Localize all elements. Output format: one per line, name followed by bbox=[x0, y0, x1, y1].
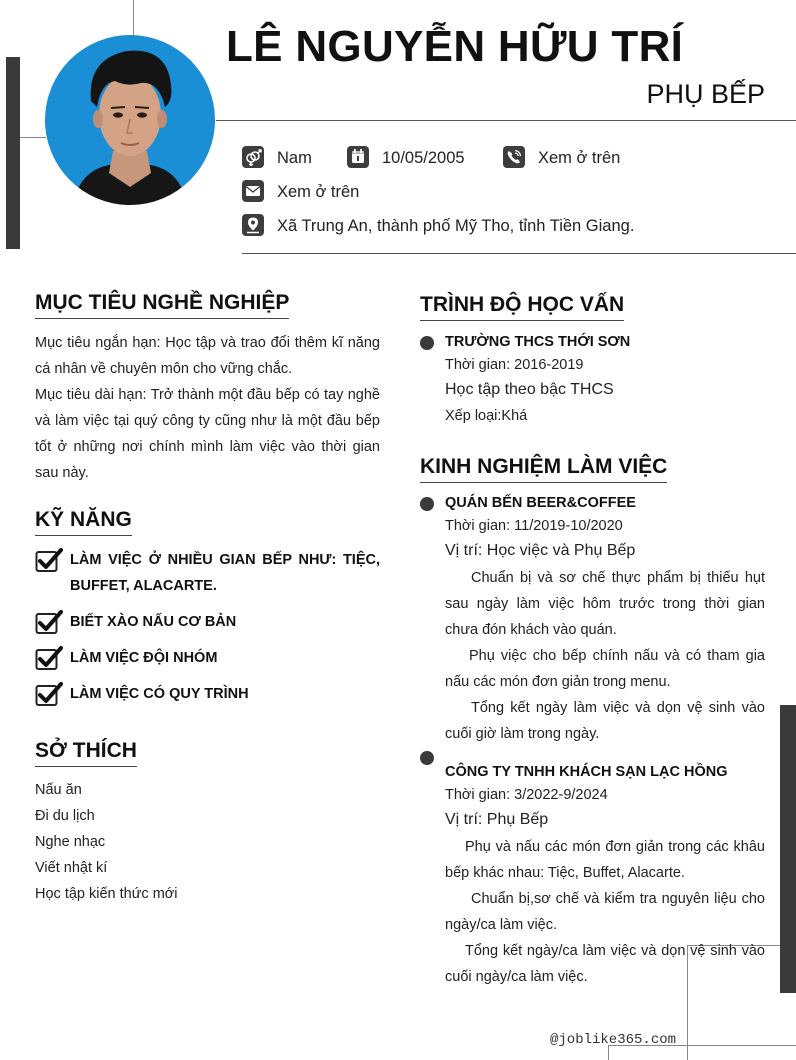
check-icon bbox=[35, 609, 63, 635]
job-position: Vị trí: Học việc và Phụ Bếp bbox=[445, 542, 636, 559]
skill-item: LÀM VIỆC ĐỘI NHÓM bbox=[70, 650, 218, 666]
job-duty: Tổng kết ngày/ca làm việc và dọn vệ sinh vào cuối ngày/ca làm việc. bbox=[445, 943, 765, 985]
check-icon bbox=[35, 645, 63, 671]
hobby-item: Học tập kiến thức mới bbox=[35, 886, 178, 902]
job-duty: Phụ việc cho bếp chính nấu và có tham gia nấu các món đơn giản trong menu. bbox=[445, 648, 765, 690]
job-duty: Chuẩn bị và sơ chế thực phẩm bị thiếu hụt sau ngày làm việc hôm trước trong thời gian chưa đón khách vào quán. bbox=[445, 570, 765, 638]
hobby-item: Nghe nhạc bbox=[35, 834, 106, 850]
school-name: TRƯỜNG THCS THỚI SƠN bbox=[445, 334, 631, 350]
right-accent-bar bbox=[780, 705, 796, 993]
hobby-item: Viết nhật kí bbox=[35, 860, 108, 876]
bullet-dot bbox=[420, 497, 434, 511]
check-icon bbox=[35, 681, 63, 707]
header-divider-top bbox=[216, 120, 796, 121]
job-position: Vị trí: Phụ Bếp bbox=[445, 811, 549, 828]
skill-item: LÀM VIỆC Ở NHIỀU GIAN BẾP NHƯ: TIỆC, BUFFET, ALACARTE. bbox=[70, 552, 380, 594]
company-name: CÔNG TY TNHH KHÁCH SẠN LẠC HỒNG bbox=[445, 764, 728, 780]
skills-title: KỸ NĂNG bbox=[35, 508, 132, 536]
profile-photo bbox=[45, 35, 215, 205]
education-title: TRÌNH ĐỘ HỌC VẤN bbox=[420, 293, 624, 321]
email-text: Xem ở trên bbox=[277, 183, 360, 201]
education-time: Thời gian: 2016-2019 bbox=[445, 357, 584, 373]
job-duty: Tổng kết ngày làm việc và dọn vệ sinh vào cuối giờ làm trong ngày. bbox=[445, 700, 765, 742]
email-icon bbox=[242, 180, 264, 202]
objective-long-term: Mục tiêu dài hạn: Trở thành một đầu bếp có tay nghề và làm việc tại quý công ty cũng như là một đầu bếp tốt ở những nơi chính mình làm việc vào thời gian sau này. bbox=[35, 387, 380, 481]
address-text: Xã Trung An, thành phố Mỹ Tho, tỉnh Tiền Giang. bbox=[277, 217, 635, 235]
job-time: Thời gian: 11/2019-10/2020 bbox=[445, 518, 623, 534]
objective-short-term: Mục tiêu ngắn hạn: Học tập và trao đổi thêm kĩ năng cá nhân về chuyên môn cho vững chắc. bbox=[35, 335, 380, 377]
calendar-icon bbox=[347, 146, 369, 168]
left-connector-line bbox=[20, 137, 46, 138]
education-detail: Học tập theo bậc THCS bbox=[445, 381, 614, 398]
check-icon bbox=[35, 547, 63, 573]
footer-watermark: @joblike365.com bbox=[550, 1032, 677, 1048]
candidate-name: LÊ NGUYỄN HỮU TRÍ bbox=[226, 22, 684, 71]
company-name: QUÁN BẾN BEER&COFFEE bbox=[445, 495, 636, 511]
bullet-dot bbox=[420, 751, 434, 765]
job-title: PHỤ BẾP bbox=[646, 79, 765, 109]
experience-title: KINH NGHIỆM LÀM VIỆC bbox=[420, 455, 667, 483]
job-duty: Phụ và nấu các món đơn giản trong các khâu bếp khác nhau: Tiệc, Buffet, Alacarte. bbox=[445, 839, 765, 881]
job-time: Thời gian: 3/2022-9/2024 bbox=[445, 787, 608, 803]
gender-icon bbox=[242, 146, 264, 168]
phone-icon bbox=[503, 146, 525, 168]
hobbies-title: SỞ THÍCH bbox=[35, 739, 137, 767]
bullet-dot bbox=[420, 336, 434, 350]
left-accent-bar bbox=[6, 57, 20, 249]
skill-item: BIẾT XÀO NẤU CƠ BẢN bbox=[70, 614, 237, 630]
hobby-item: Nấu ăn bbox=[35, 782, 82, 798]
job-duty: Chuẩn bị,sơ chế và kiểm tra nguyên liệu cho ngày/ca làm việc. bbox=[445, 891, 765, 933]
top-connector-line bbox=[133, 0, 134, 36]
skill-item: LÀM VIỆC CÓ QUY TRÌNH bbox=[70, 686, 249, 702]
gender-text: Nam bbox=[277, 149, 312, 167]
dob-text: 10/05/2005 bbox=[382, 149, 465, 167]
education-rank: Xếp loại:Khá bbox=[445, 408, 528, 424]
location-icon bbox=[242, 214, 264, 236]
objective-title: MỤC TIÊU NGHỀ NGHIỆP bbox=[35, 291, 289, 319]
hobby-item: Đi du lịch bbox=[35, 808, 95, 824]
header-divider-bottom bbox=[242, 253, 796, 254]
phone-text: Xem ở trên bbox=[538, 149, 621, 167]
